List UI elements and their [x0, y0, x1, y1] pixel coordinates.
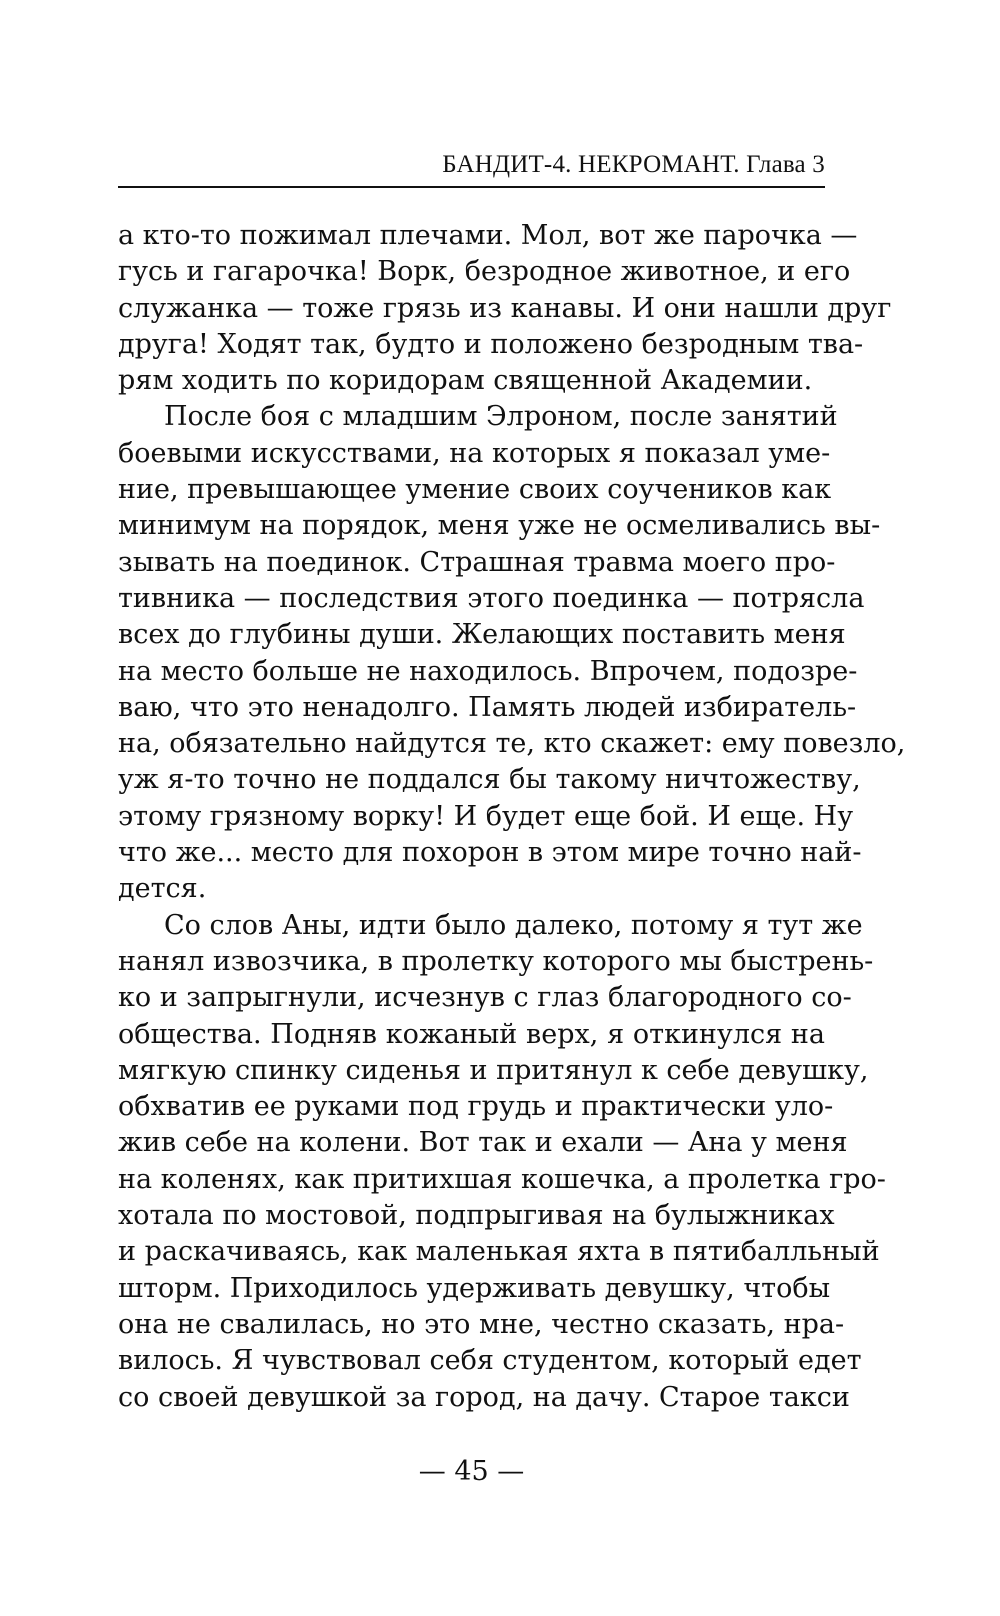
text-line: мягкую спинку сиденья и притянул к себе девушку, — [118, 1054, 869, 1086]
text-line: боевыми искусствами, на которых я показал уме- — [118, 437, 831, 469]
text-line: нанял извозчика, в пролетку которого мы быстрень- — [118, 945, 874, 977]
text-line: тивника — последствия этого поединка — потрясла — [118, 582, 865, 614]
body-text — [118, 218, 906, 1416]
text-line: служанка — тоже грязь из канавы. И они нашли друг — [118, 292, 892, 324]
text-line: и раскачиваясь, как маленькая яхта в пятибалльный — [118, 1236, 880, 1268]
text-line: гусь и гагарочка! Ворк, безродное животное, и его — [118, 256, 851, 288]
text-line: жив себе на колени. Вот так и ехали — Ана у меня — [118, 1127, 848, 1159]
text-line: она не свалилась, но это мне, честно сказать, нра- — [118, 1308, 845, 1340]
text-line: на коленях, как притихшая кошечка, а пролетка гро- — [118, 1163, 886, 1195]
text-line: дется. — [118, 873, 207, 905]
header-rule — [118, 186, 825, 188]
text-line: Со слов Аны, идти было далеко, потому я тут же — [164, 909, 863, 941]
text-line: хотала по мостовой, подпрыгивая на булыжниках — [118, 1200, 835, 1232]
text-line: что же... место для похорон в этом мире точно най- — [118, 837, 862, 869]
text-line: После боя с младшим Элроном, после занятий — [164, 401, 838, 433]
text-line: со своей девушкой за город, на дачу. Старое такси — [118, 1381, 850, 1413]
text-line: на место больше не находилось. Впрочем, подозре- — [118, 655, 858, 687]
text-line: рям ходить по коридорам священной Академии. — [118, 365, 813, 397]
text-line: уж я-то точно не поддался бы такому ничтожеству, — [118, 764, 861, 796]
text-line: друга! Ходят так, будто и положено безродным тва- — [118, 328, 864, 360]
text-line: общества. Подняв кожаный верх, я откинулся на — [118, 1018, 825, 1050]
text-line: всех до глубины души. Желающих поставить меня — [118, 619, 846, 651]
running-title: БАНДИТ-4. НЕКРОМАНТ. Глава 3 — [442, 151, 825, 178]
text-line: ваю, что это ненадолго. Память людей избиратель- — [118, 691, 857, 723]
text-line: на, обязательно найдутся те, кто скажет: ему повезло, — [118, 728, 906, 760]
text-line: вилось. Я чувствовал себя студентом, который едет — [118, 1345, 862, 1377]
text-line: обхватив ее руками под грудь и практически уло- — [118, 1091, 834, 1123]
text-line: этому грязному ворку! И будет еще бой. И еще. Ну — [118, 800, 854, 832]
text-line: зывать на поединок. Страшная травма моего про- — [118, 546, 836, 578]
text-line: минимум на порядок, меня уже не осмеливались вы- — [118, 510, 881, 542]
text-line: шторм. Приходилось удерживать девушку, чтобы — [118, 1272, 831, 1304]
text-line: ние, превышающее умение своих соучеников как — [118, 474, 832, 506]
text-line: а кто-то пожимал плечами. Мол, вот же парочка — — [118, 220, 858, 251]
text-line: ко и запрыгнули, исчезнув с глаз благородного со- — [118, 982, 852, 1014]
page-number: — 45 — — [418, 1456, 525, 1487]
